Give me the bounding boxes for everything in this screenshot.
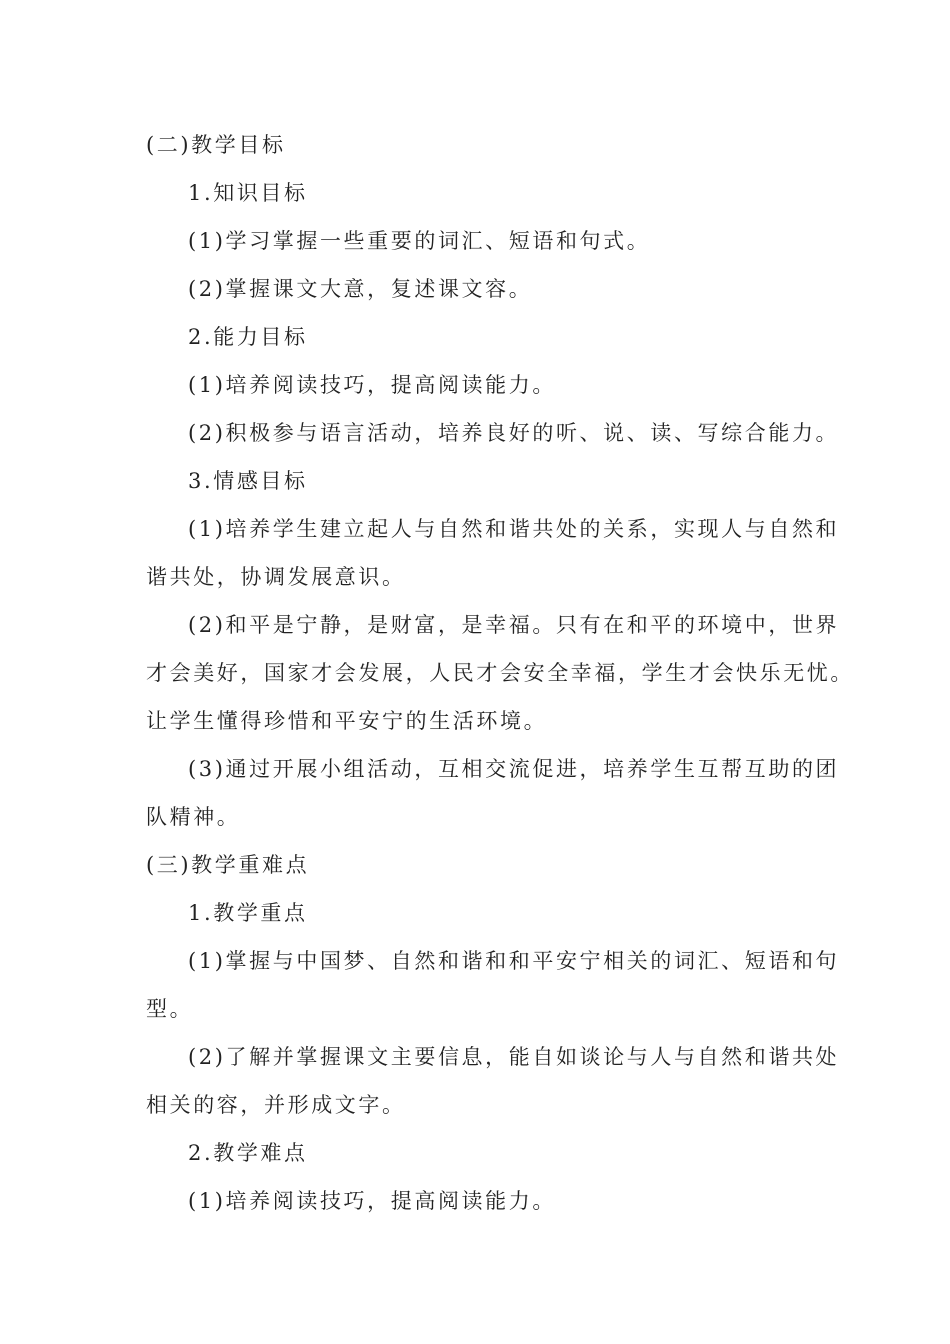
paragraph-line: 型。 bbox=[146, 997, 194, 1021]
paragraph-line: (2)了解并掌握课文主要信息，能自如谈论与人与自然和谐共处 bbox=[188, 1045, 840, 1069]
paragraph-line: (1)学习掌握一些重要的词汇、短语和句式。 bbox=[188, 229, 651, 253]
paragraph-line: 谐共处，协调发展意识。 bbox=[146, 565, 406, 589]
paragraph-line: (1)培养学生建立起人与自然和谐共处的关系，实现人与自然和 bbox=[188, 517, 840, 541]
paragraph-line: 队精神。 bbox=[146, 805, 241, 829]
subheading-ability-objectives: 2.能力目标 bbox=[188, 325, 308, 349]
paragraph-line: (2)掌握课文大意，复述课文容。 bbox=[188, 277, 533, 301]
paragraph-line: 相关的容，并形成文字。 bbox=[146, 1093, 406, 1117]
subheading-knowledge-objectives: 1.知识目标 bbox=[188, 181, 308, 205]
paragraph-line: (2)和平是宁静，是财富，是幸福。只有在和平的环境中，世界 bbox=[188, 613, 840, 637]
paragraph-line: (1)培养阅读技巧，提高阅读能力。 bbox=[188, 1189, 556, 1213]
paragraph-line: 才会美好，国家才会发展，人民才会安全幸福，学生才会快乐无忧。 bbox=[146, 661, 854, 685]
subheading-emotional-objectives: 3.情感目标 bbox=[188, 469, 308, 493]
paragraph-line: (2)积极参与语言活动，培养良好的听、说、读、写综合能力。 bbox=[188, 421, 840, 445]
paragraph-line: (3)通过开展小组活动，互相交流促进，培养学生互帮互助的团 bbox=[188, 757, 840, 781]
paragraph-line: (1)掌握与中国梦、自然和谐和和平安宁相关的词汇、短语和句 bbox=[188, 949, 840, 973]
paragraph-line: (1)培养阅读技巧，提高阅读能力。 bbox=[188, 373, 556, 397]
subheading-teaching-difficulties: 2.教学难点 bbox=[188, 1141, 308, 1165]
section-heading-key-difficult-points: (三)教学重难点 bbox=[146, 853, 310, 877]
paragraph-line: 让学生懂得珍惜和平安宁的生活环境。 bbox=[146, 709, 548, 733]
section-heading-teaching-objectives: (二)教学目标 bbox=[146, 133, 286, 157]
subheading-teaching-focus: 1.教学重点 bbox=[188, 901, 308, 925]
